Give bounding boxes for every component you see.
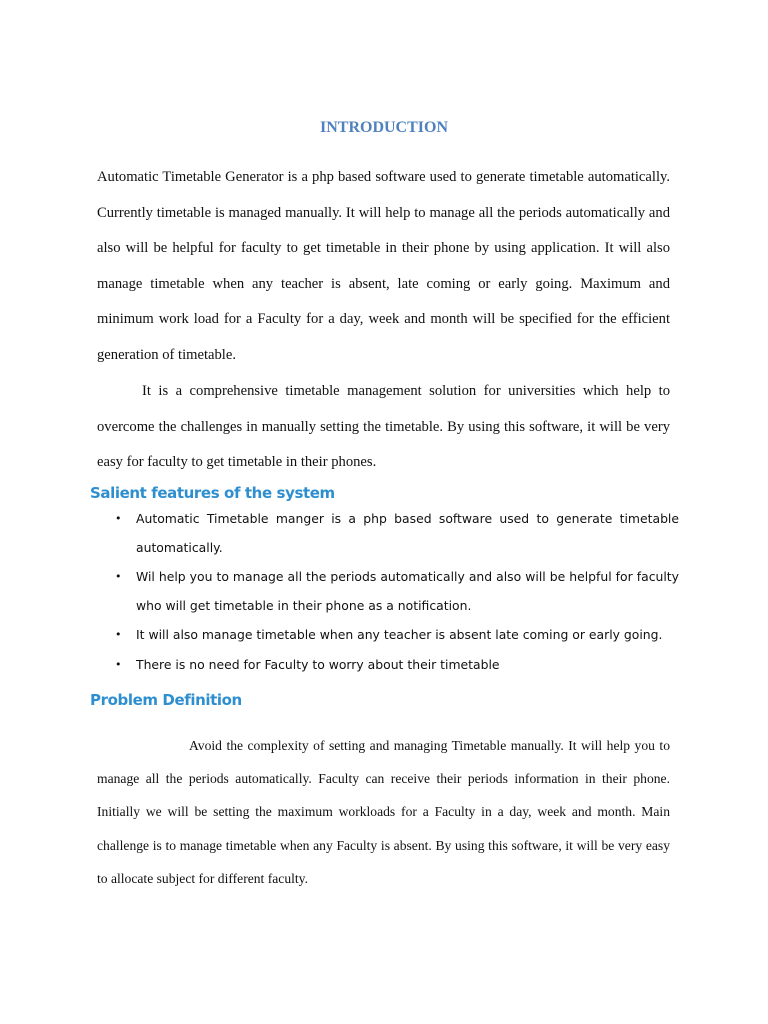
bullet-icon: • xyxy=(115,512,122,525)
feature-item xyxy=(113,621,679,650)
feature-text: There is no need for Faculty to worry about their timetable xyxy=(136,656,500,672)
feature-item xyxy=(113,563,679,620)
bullet-icon: • xyxy=(115,628,122,641)
feature-item xyxy=(113,651,679,680)
bullet-icon: • xyxy=(115,657,122,671)
intro-paragraph-2: It is a comprehensive timetable management solution for universities which help to overcome the challenges in manually setting the timetable. By using this software, it will be very easy for faculty to get timetable in their phones. xyxy=(97,383,670,471)
intro-paragraph-1: Automatic Timetable Generator is a php based software used to generate timetable automatically. Currently timetable is managed manually. It will help to manage all the periods automatically and also will be helpful for faculty to get timetable in their phone by using application. It will also manage timetable when any teacher is absent, late coming or early going. Maximum and minimum work load for a Faculty for a day, week and month will be specified for the efficient generation of timetable. xyxy=(97,169,670,363)
feature-item xyxy=(113,505,679,562)
feature-text: It will also manage timetable when any teacher is absent late coming or early going. xyxy=(136,627,663,642)
problem-definition-paragraph: Avoid the complexity of setting and managing Timetable manually. It will help you to manage all the periods automatically. Faculty can receive their periods information in their phone. Initially we will be setting the maximum workloads for a Faculty in a day, week and month. Main challenge is to manage timetable when any Faculty is absent. By using this software, it will be very easy to allocate subject for different faculty. xyxy=(97,738,670,886)
feature-text: Automatic Timetable manger is a php based software used to generate timetable automatically. xyxy=(136,511,679,555)
bullet-icon: • xyxy=(115,570,122,583)
feature-list xyxy=(113,505,679,680)
salient-features-heading: Salient features of the system xyxy=(90,484,335,502)
problem-definition-heading: Problem Definition xyxy=(90,691,242,709)
feature-text: Wil help you to manage all the periods automatically and also will be helpful for faculty who will get timetable in their phone as a notification. xyxy=(136,569,679,613)
introduction-title: INTRODUCTION xyxy=(319,119,448,136)
